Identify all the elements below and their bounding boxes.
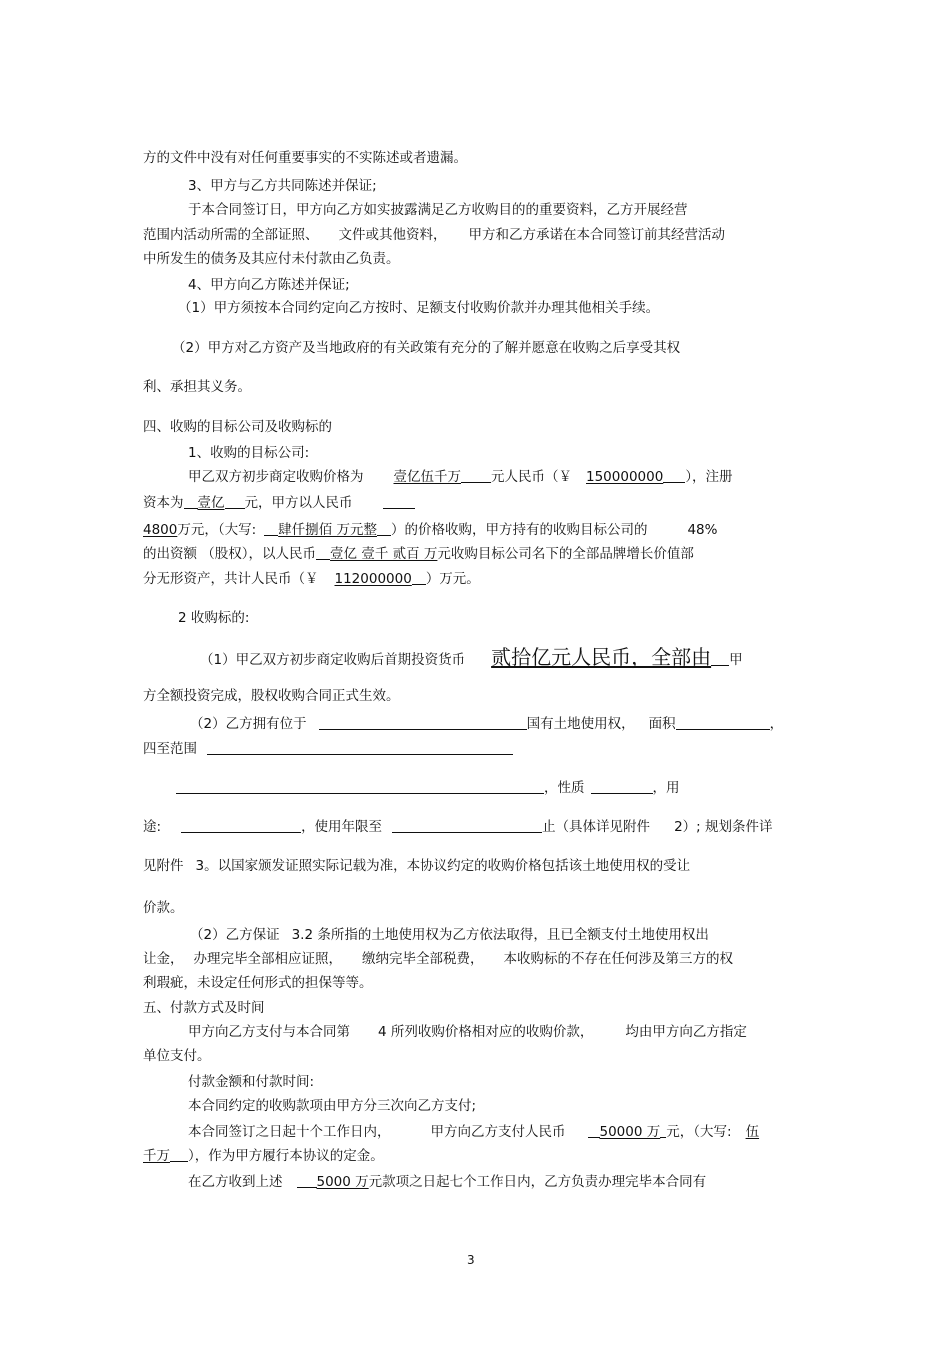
text-line: 四至范围	[143, 740, 513, 758]
text-line: 的出资额 （股权），以人民币 壹亿 壹千 贰百 万元收购目标公司名下的全部品牌增长价值部	[143, 546, 694, 562]
text-line: 资本为 壹亿 元，甲方以人民币	[143, 494, 415, 512]
filled-blank: 壹亿 壹千 贰百 万	[330, 546, 438, 562]
text-line: 甲方向乙方支付与本合同第 4 所列收购价格相对应的收购价款， 均由甲方向乙方指定	[188, 1024, 747, 1040]
text-line: 利瑕疵，未设定任何形式的担保等等。	[143, 975, 373, 991]
text-line: （1）甲乙双方初步商定收购后首期投资货币 贰拾亿元人民币，全部由 甲	[200, 645, 743, 669]
text-line: 甲乙双方初步商定收购价格为 壹亿伍千万 元人民币（￥ 150000000 ），注册	[188, 469, 733, 485]
text-line: （2）甲方对乙方资产及当地政府的有关政策有充分的了解并愿意在收购之后享受其权	[172, 340, 681, 356]
blank-field	[207, 740, 513, 755]
blank-field	[176, 779, 544, 794]
text-line: 3、甲方与乙方共同陈述并保证;	[188, 178, 377, 194]
text-line: 让金， 办理完毕全部相应证照， 缴纳完毕全部税费， 本收购标的不存在任何涉及第三方的权	[143, 951, 733, 967]
text-line: （2）乙方拥有位于 国有土地使用权， 面积 ，	[190, 716, 784, 732]
blank-field	[676, 715, 770, 730]
filled-blank: 贰拾亿元人民币，全部由	[491, 645, 712, 669]
text-line: 中所发生的债务及其应付未付款由乙负责。	[143, 251, 400, 267]
filled-blank: 112000000	[334, 571, 412, 587]
filled-blank: 壹亿	[197, 495, 225, 511]
text-line: 价款。	[143, 900, 184, 916]
text-line: 方全额投资完成，股权收购合同正式生效。	[143, 688, 400, 704]
filled-blank: 50000 万	[599, 1124, 661, 1140]
filled-blank: 千万	[143, 1148, 170, 1164]
filled-blank: 肆仟捌佰 万元整	[278, 522, 377, 538]
text-line: 于本合同签订日，甲方向乙方如实披露满足乙方收购目的的重要资料，乙方开展经营	[188, 202, 688, 218]
text-line: 见附件 3。以国家颁发证照实际记载为准，本协议约定的收购价格包括该土地使用权的受让	[143, 858, 691, 874]
text-line: 利、承担其义务。	[143, 379, 251, 395]
text-line: 4800万元，（大写: 肆仟捌佰 万元整 ）的价格收购，甲方持有的收购目标公司的 48%	[143, 522, 718, 538]
text-line: 范围内活动所需的全部证照、 文件或其他资料， 甲方和乙方承诺在本合同签订前其经营活动	[143, 227, 725, 243]
text-line: （2）乙方保证 3.2 条所指的土地使用权为乙方依法取得，且已全额支付土地使用权出	[190, 927, 709, 943]
text-line: 2 收购标的:	[178, 610, 250, 626]
blank-field	[392, 818, 542, 833]
filled-blank: 150000000	[586, 469, 664, 485]
filled-blank: 壹亿伍千万	[393, 469, 461, 485]
text-line: 单位支付。	[143, 1048, 211, 1064]
section-heading: 四、收购的目标公司及收购标的	[143, 419, 332, 435]
filled-blank: 4800	[143, 522, 178, 538]
blank-field	[181, 818, 301, 833]
filled-blank: 伍	[745, 1124, 760, 1140]
section-heading: 五、付款方式及时间	[143, 1000, 265, 1016]
text-line: 千万 ），作为甲方履行本协议的定金。	[143, 1148, 384, 1164]
text-line: 付款金额和付款时间:	[188, 1074, 315, 1090]
text-line: 分无形资产，共计人民币（￥ 112000000 ）万元。	[143, 571, 480, 587]
text-line: 本合同约定的收购款项由甲方分三次向乙方支付;	[188, 1098, 477, 1114]
page-number: 3	[467, 1253, 475, 1267]
text-line: 途: ，使用年限至 止（具体详见附件 2）; 规划条件详	[143, 819, 773, 835]
blank-field	[591, 779, 653, 794]
text-line: 1、收购的目标公司:	[188, 445, 310, 461]
filled-blank: 5000 万	[316, 1174, 369, 1190]
text-line: 4、甲方向乙方陈述并保证;	[188, 277, 350, 293]
text-line: ，性质 ，用	[176, 779, 680, 797]
text-line: 本合同签订之日起十个工作日内， 甲方向乙方支付人民币 50000 万 元，（大写: 伍	[188, 1124, 760, 1140]
blank-field	[319, 715, 527, 730]
text-line: 方的文件中没有对任何重要事实的不实陈述或者遗漏。	[143, 150, 467, 166]
text-line: 在乙方收到上述 5000 万元款项之日起七个工作日内，乙方负责办理完毕本合同有	[188, 1174, 707, 1190]
text-line: （1）甲方须按本合同约定向乙方按时、足额支付收购价款并办理其他相关手续。	[178, 300, 660, 316]
